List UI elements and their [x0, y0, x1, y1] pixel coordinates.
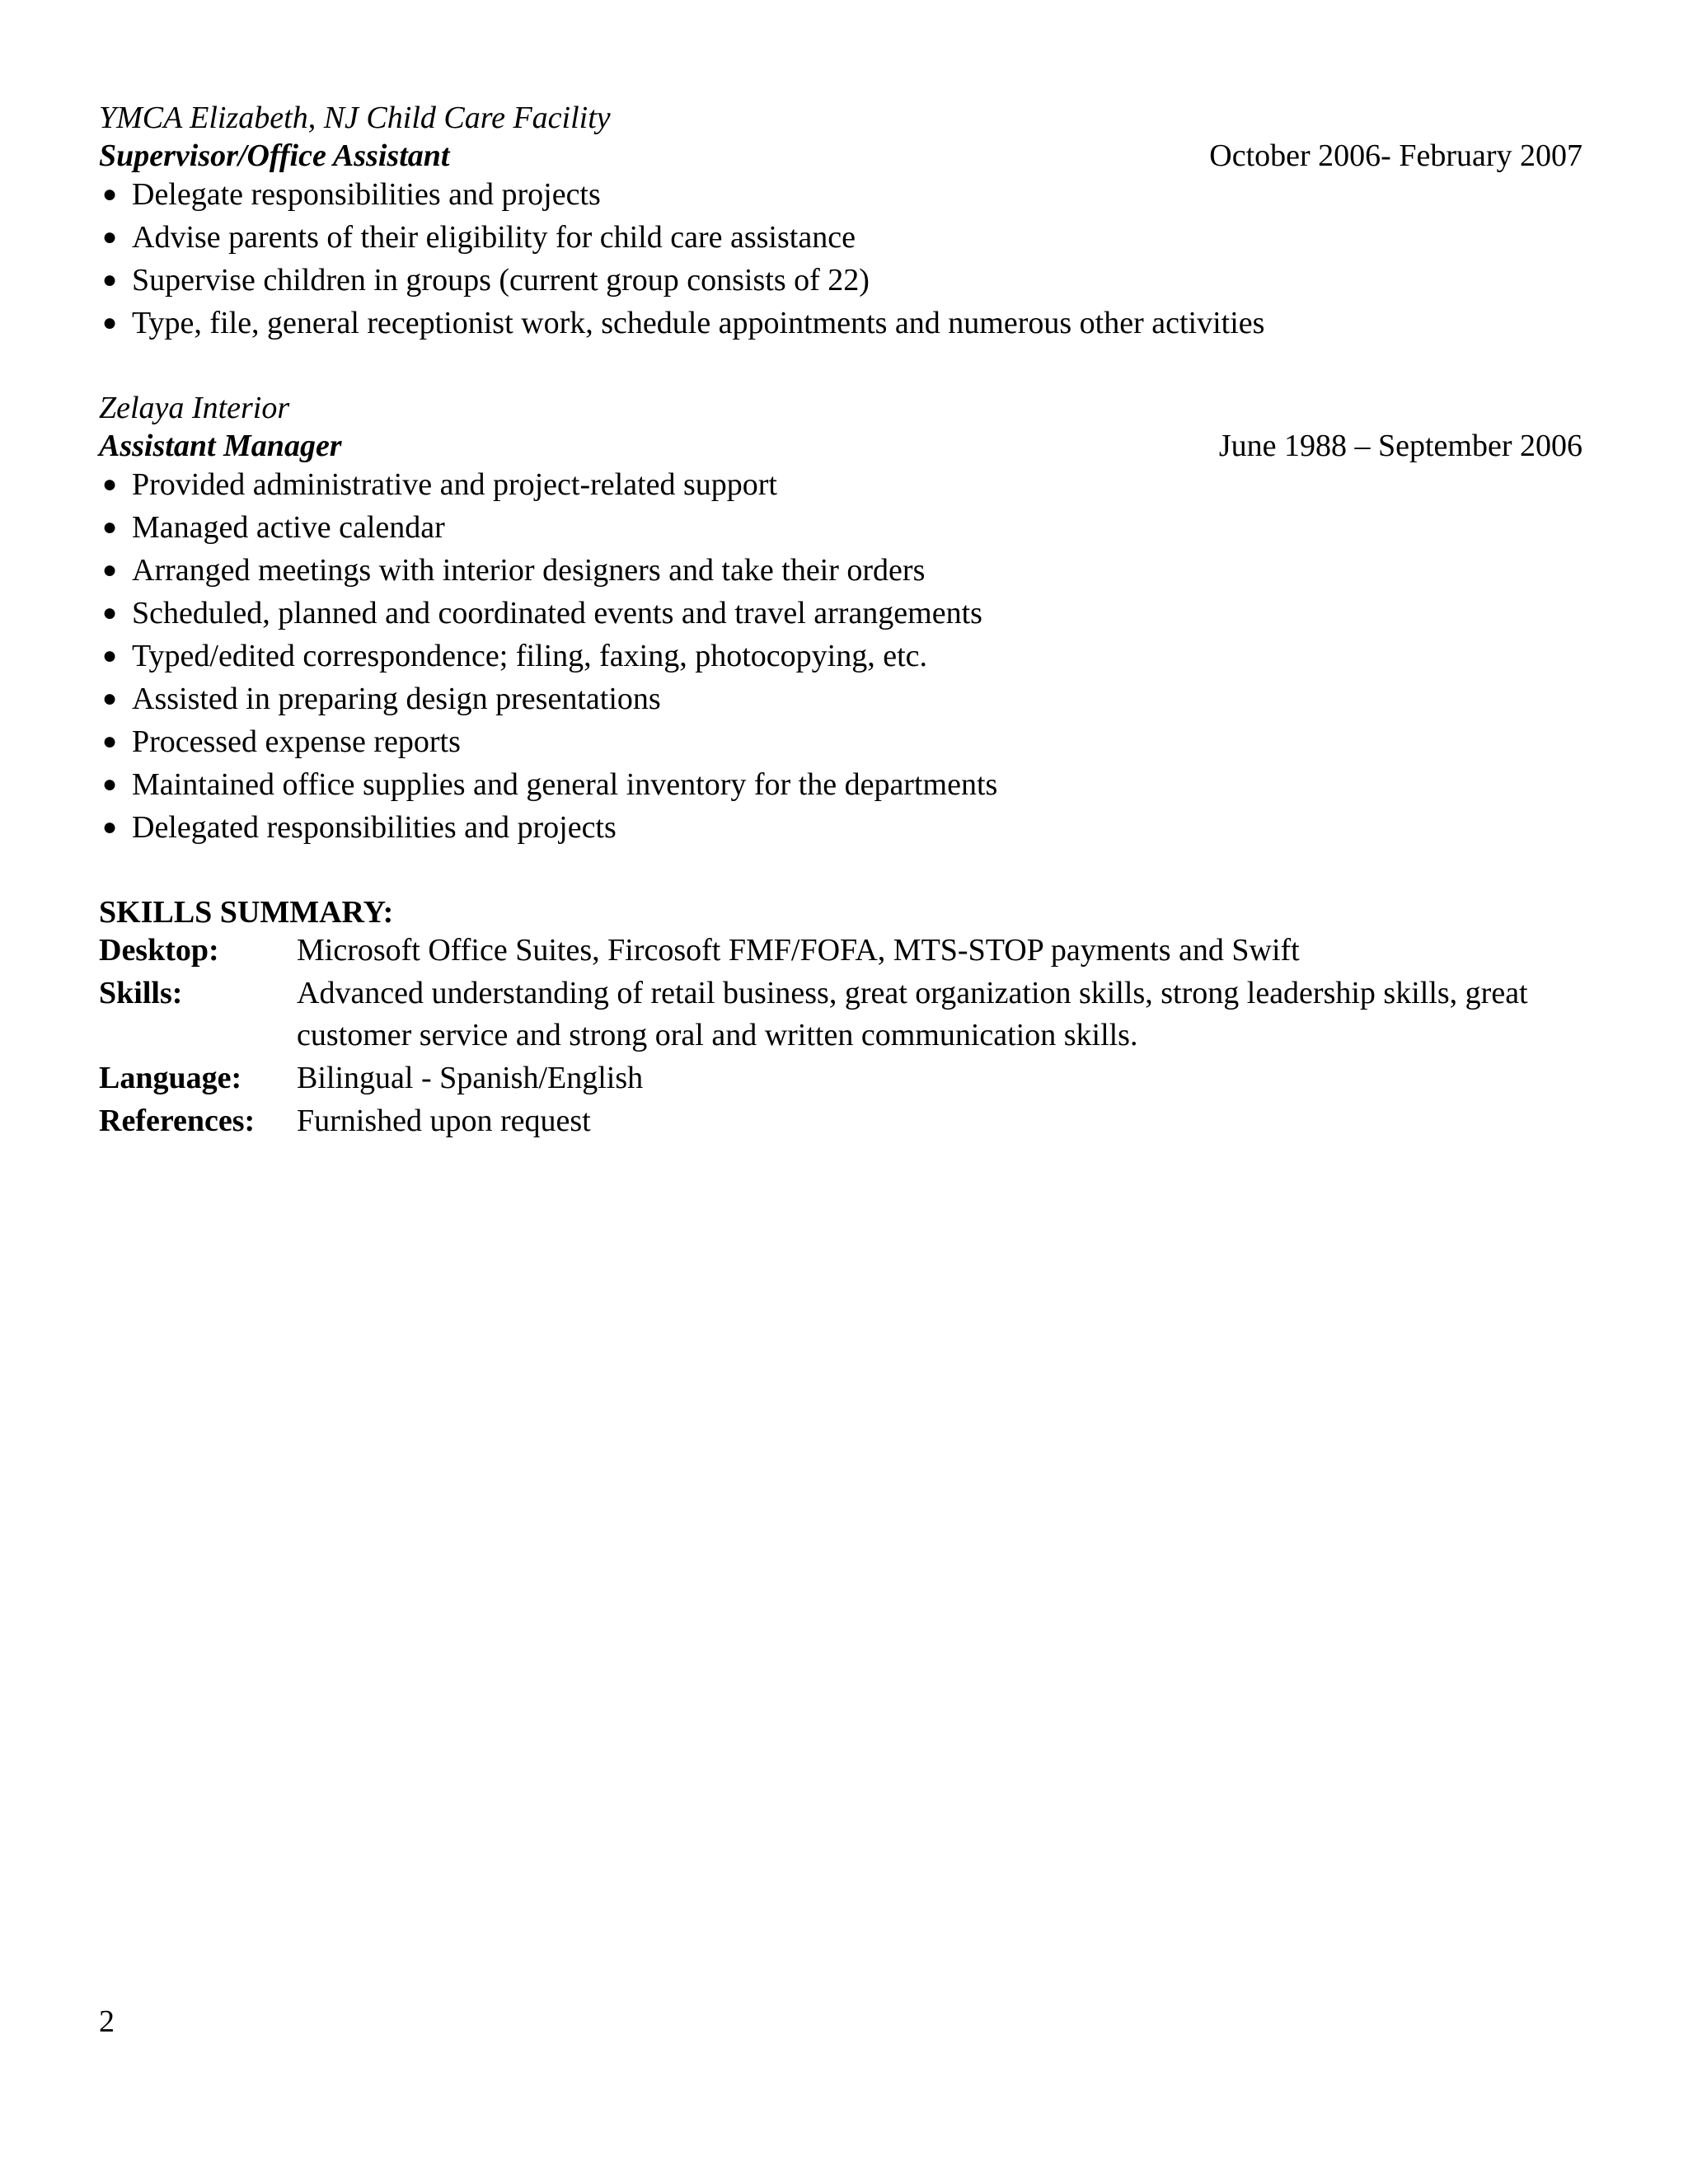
skills-label-desktop: Desktop: — [99, 933, 219, 968]
job-dates: October 2006- February 2007 — [1209, 138, 1582, 173]
bullet-icon: ● — [102, 309, 118, 336]
bullet-icon: ● — [102, 556, 118, 583]
duty-item: ● Scheduled, planned and coordinated events and travel arrangements — [99, 592, 1582, 635]
bullet-icon: ● — [102, 180, 118, 208]
bullet-icon: ● — [102, 728, 118, 755]
bullet-icon: ● — [102, 513, 118, 541]
skills-table — [99, 930, 1582, 1142]
bullet-icon: ● — [102, 223, 118, 251]
duty-item: ● Processed expense reports — [99, 720, 1582, 763]
skills-value-language: Bilingual - Spanish/English — [297, 1061, 644, 1096]
skills-label-skills: Skills: — [99, 975, 183, 1010]
bullet-icon: ● — [102, 266, 118, 293]
duty-item: ● Arranged meetings with interior designers and take their orders — [99, 549, 1582, 592]
job-dates: June 1988 – September 2006 — [1218, 429, 1582, 463]
duty-item: ● Supervise children in groups (current group consists of 22) — [99, 259, 1582, 302]
duty-item: ● Advise parents of their eligibility for child care assistance — [99, 216, 1582, 259]
duty-item: ● Delegate responsibilities and projects — [99, 173, 1582, 216]
duty-item: ● Delegated responsibilities and projects — [99, 806, 1582, 849]
employer-name: YMCA Elizabeth, NJ Child Care Facility — [99, 101, 611, 135]
duties-list — [99, 173, 1582, 344]
employer-name: Zelaya Interior — [99, 391, 290, 425]
job-entry-zelaya — [99, 387, 1582, 849]
skills-value-desktop: Microsoft Office Suites, Fircosoft FMF/FOFA, MTS-STOP payments and Swift — [297, 933, 1300, 968]
page-number: 2 — [99, 2004, 115, 2039]
skills-value-skills: Advanced understanding of retail business, great organization skills, strong leadership skills, great customer service and strong oral and written communication skills. — [297, 975, 1528, 1053]
job-title: Supervisor/Office Assistant — [99, 138, 450, 173]
bullet-icon: ● — [102, 599, 118, 626]
duty-item: ● Assisted in preparing design presentations — [99, 677, 1582, 720]
duty-item: ● Maintained office supplies and general inventory for the departments — [99, 763, 1582, 806]
skills-value-references: Furnished upon request — [297, 1103, 591, 1138]
skills-label-references: References: — [99, 1103, 256, 1138]
bullet-icon: ● — [102, 642, 118, 669]
duty-item: ● Managed active calendar — [99, 506, 1582, 549]
job-title: Assistant Manager — [99, 429, 342, 463]
duty-item: ● Provided administrative and project-related support — [99, 463, 1582, 506]
job-title-row — [99, 425, 1582, 463]
bullet-icon: ● — [102, 471, 118, 498]
duty-item: ● Typed/edited correspondence; filing, faxing, photocopying, etc. — [99, 635, 1582, 677]
job-entry-ymca — [99, 97, 1582, 344]
bullet-icon: ● — [102, 771, 118, 798]
bullet-icon: ● — [102, 685, 118, 712]
resume-page — [99, 97, 1582, 1142]
skills-heading: SKILLS SUMMARY: — [99, 895, 394, 930]
job-title-row — [99, 135, 1582, 173]
duty-item: ● Type, file, general receptionist work, schedule appointments and numerous other activities — [99, 302, 1582, 344]
skills-summary — [99, 892, 1582, 1142]
bullet-icon: ● — [102, 813, 118, 841]
skills-label-language: Language: — [99, 1061, 242, 1096]
duties-list — [99, 463, 1582, 849]
